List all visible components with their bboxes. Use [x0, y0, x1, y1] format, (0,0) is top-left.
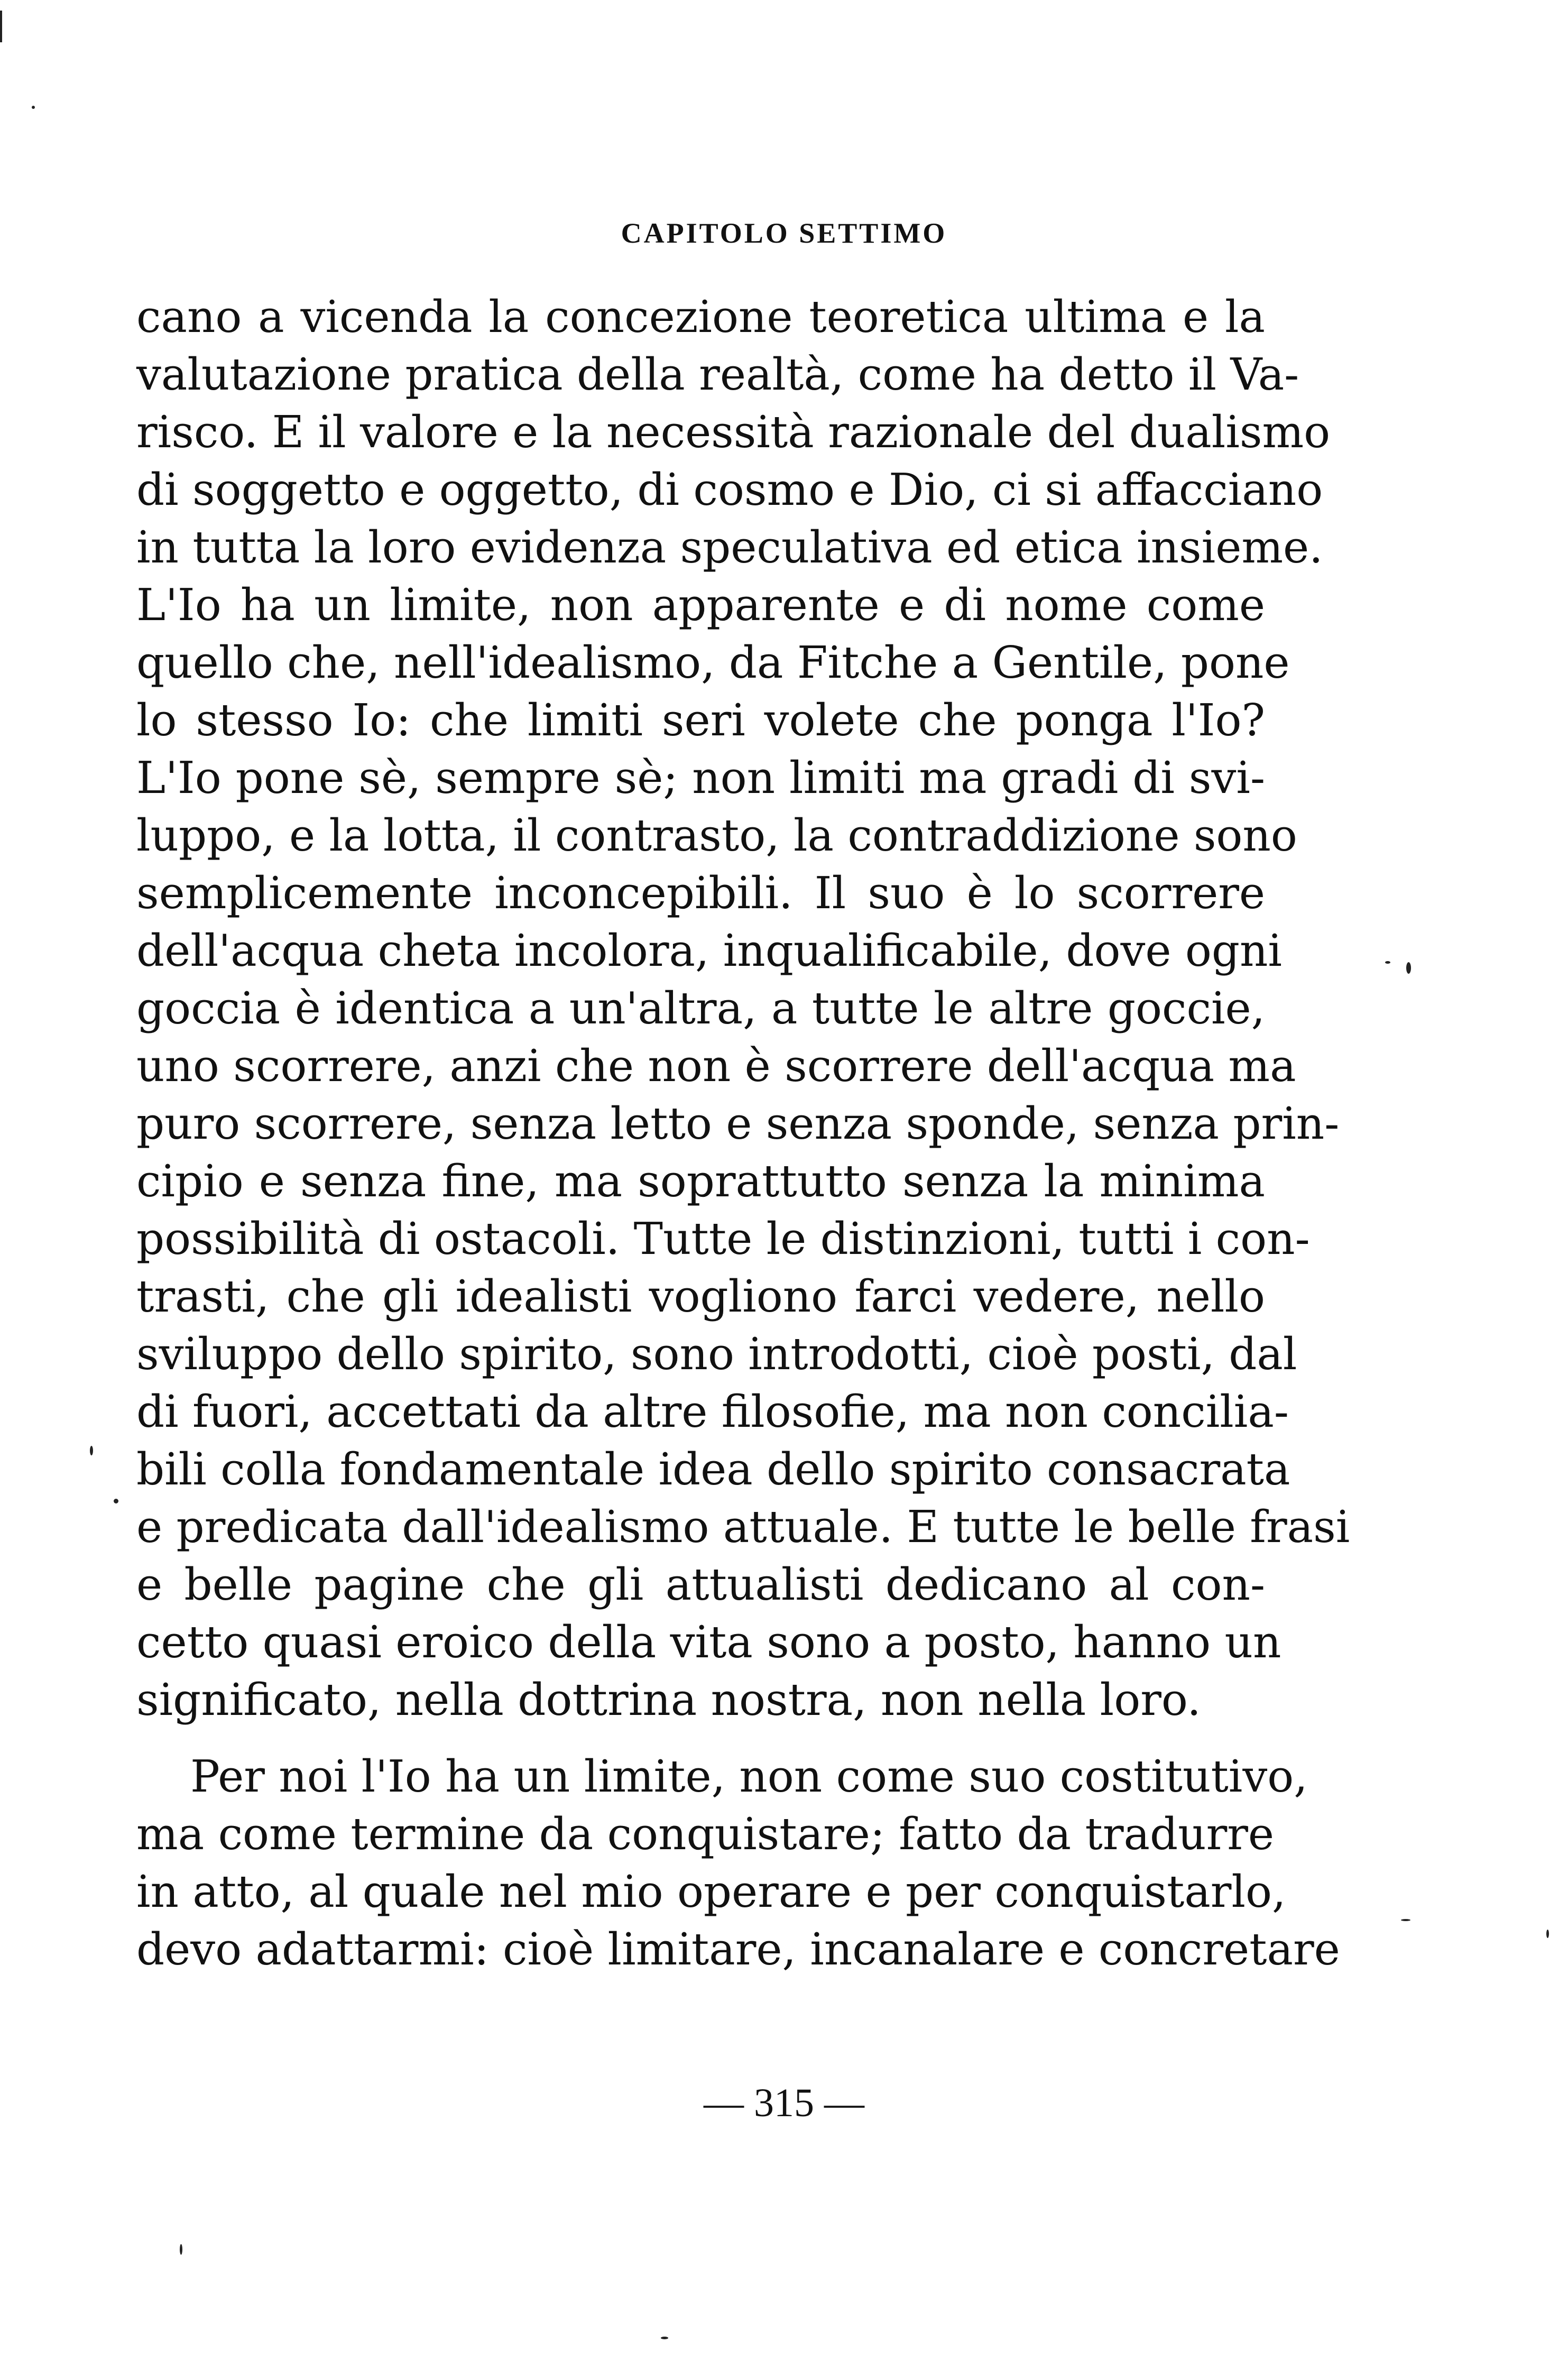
text-line: semplicemente inconcepibili. Il suo è lo scorrere — [136, 868, 1265, 919]
text-line: in atto, al quale nel mio operare e per conquistarlo, — [136, 1866, 1286, 1917]
text-line: ma come termine da conquistare; fatto da tradurre — [136, 1809, 1275, 1860]
text-line: dell'acqua cheta incolora, inqualificabile, dove ogni — [136, 925, 1282, 976]
scan-speck — [32, 106, 35, 109]
text-line: puro scorrere, senza letto e senza sponde, senza prin- — [136, 1098, 1340, 1149]
text-line: uno scorrere, anzi che non è scorrere dell'acqua ma — [136, 1040, 1296, 1092]
scan-speck — [1401, 1919, 1410, 1921]
text-line: e belle pagine che gli attualisti dedicano al con- — [136, 1559, 1265, 1610]
text-line: e predicata dall'idealismo attuale. E tutte le belle frasi — [136, 1501, 1350, 1553]
scan-speck — [180, 2244, 182, 2255]
text-line: cipio e senza fine, ma soprattutto senza la minima — [136, 1156, 1265, 1207]
text-line: in tutta la loro evidenza speculativa ed etica insieme. — [136, 522, 1323, 573]
text-line: Per noi l'Io ha un limite, non come suo costitutivo, — [190, 1751, 1308, 1802]
text-line: valutazione pratica della realtà, come ha detto il Va- — [136, 349, 1299, 400]
text-line: cetto quasi eroico della vita sono a posto, hanno un — [136, 1617, 1281, 1668]
text-line: bili colla fondamentale idea dello spirito consacrata — [136, 1444, 1290, 1495]
scan-speck — [1406, 962, 1411, 974]
text-line: trasti, che gli idealisti vogliono farci vedere, nello — [136, 1271, 1265, 1322]
running-header: CAPITOLO SETTIMO — [621, 217, 947, 249]
text-line: lo stesso Io: che limiti seri volete che ponga l'Io? — [136, 695, 1265, 746]
scan-speck — [661, 2337, 668, 2339]
text-line: cano a vicenda la concezione teoretica ultima e la — [136, 291, 1265, 343]
text-line: di soggetto e oggetto, di cosmo e Dio, ci si affacciano — [136, 464, 1323, 515]
scan-speck — [0, 11, 2, 42]
text-line: sviluppo dello spirito, sono introdotti, cioè posti, dal — [136, 1328, 1297, 1380]
text-line: luppo, e la lotta, il contrasto, la contraddizione sono — [136, 810, 1297, 861]
text-line: L'Io pone sè, sempre sè; non limiti ma gradi di svi- — [136, 752, 1265, 804]
scan-speck — [1385, 961, 1390, 964]
text-line: significato, nella dottrina nostra, non nella loro. — [136, 1674, 1201, 1726]
text-line: risco. E il valore e la necessità razionale del dualismo — [136, 407, 1331, 458]
text-line: devo adattarmi: cioè limitare, incanalare e concretare — [136, 1924, 1340, 1975]
scan-speck — [1546, 1930, 1549, 1938]
scan-speck — [114, 1499, 118, 1503]
scan-speck — [90, 1446, 93, 1455]
page-number: — 315 — — [704, 2081, 864, 2125]
paragraph-gap — [136, 1729, 1265, 1748]
text-line: di fuori, accettati da altre filosofie, ma non concilia- — [136, 1386, 1289, 1437]
text-line: L'Io ha un limite, non apparente e di nome come — [136, 579, 1265, 631]
text-line: quello che, nell'idealismo, da Fitche a Gentile, pone — [136, 637, 1290, 688]
text-line: possibilità di ostacoli. Tutte le distinzioni, tutti i con- — [136, 1213, 1310, 1265]
body-text — [136, 288, 1350, 1978]
text-line: goccia è identica a un'altra, a tutte le altre goccie, — [136, 983, 1265, 1034]
